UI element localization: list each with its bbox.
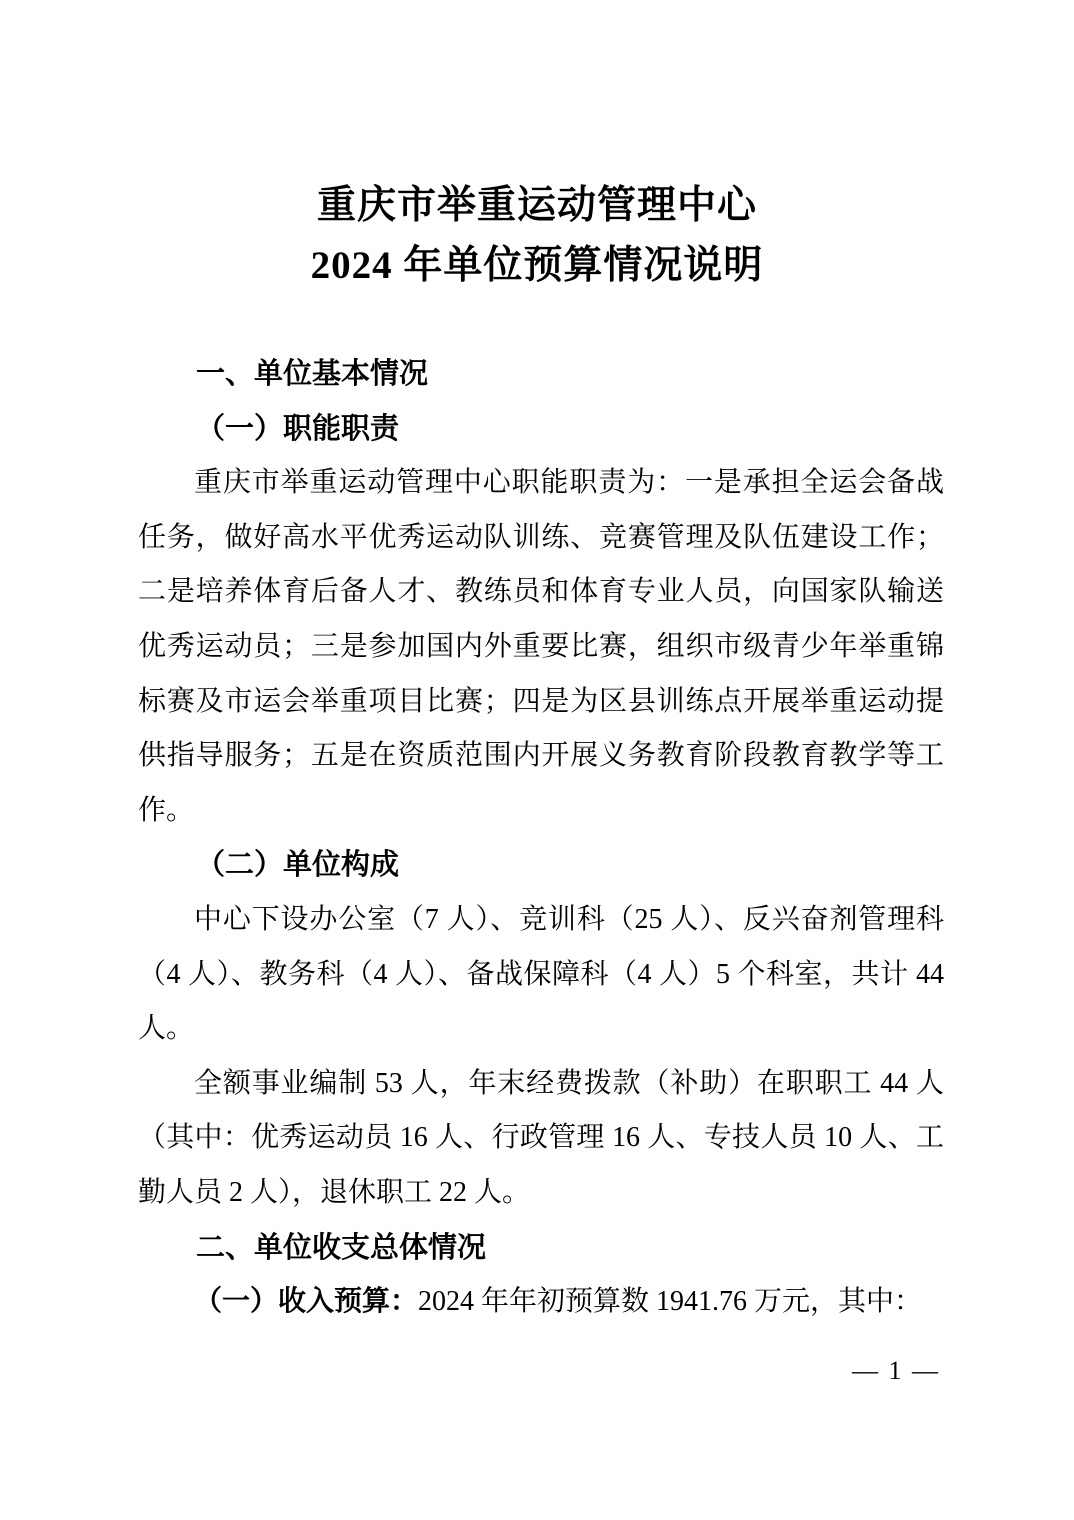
section2-sub1-text: 2024 年年初预算数 1941.76 万元，其中：: [418, 1286, 923, 1318]
section2-heading: 二、单位收支总体情况: [196, 1231, 487, 1264]
section2-sub1-line: [138, 1275, 944, 1330]
section1-sub2-heading: （二）单位构成: [196, 849, 400, 882]
document-title-line2: 2024 年单位预算情况说明: [310, 244, 764, 287]
section1-sub2-paragraph2: 全额事业编制 53 人，年末经费拨款（补助）在职职工 44 人（其中：优秀运动员 16 人、行政管理 16 人、专技人员 10 人、工勤人员 2 人），退休职工 22 人。: [138, 1067, 944, 1208]
section1-heading: 一、单位基本情况: [196, 358, 429, 390]
page-number: — 1 —: [852, 1356, 940, 1385]
document-body: [138, 347, 944, 1330]
document-title-line1: 重庆市举重运动管理中心: [316, 184, 757, 227]
section1-sub1-paragraph: 重庆市举重运动管理中心职能职责为：一是承担全运会备战任务，做好高水平优秀运动队训练、竞赛管理及队伍建设工作；二是培养体育后备人才、教练员和体育专业人员，向国家队输送优秀运动员；三是参加国内外重要比赛，组织市级青少年举重锦标赛及市运会举重项目比赛；四是为区县训练点开展举重运动提供指导服务；五是在资质范围内开展义务教育阶段教育教学等工作。: [138, 467, 944, 826]
document-title: [0, 176, 1074, 296]
section2-sub1-label: （一）收入预算：: [194, 1286, 419, 1318]
section1-sub1-heading: （一）职能职责: [196, 412, 400, 445]
section1-sub2-paragraph1: 中心下设办公室（7 人）、竞训科（25 人）、反兴奋剂管理科（4 人）、教务科（4 人）、备战保障科（4 人）5 个科室，共计 44 人。: [138, 903, 944, 1045]
